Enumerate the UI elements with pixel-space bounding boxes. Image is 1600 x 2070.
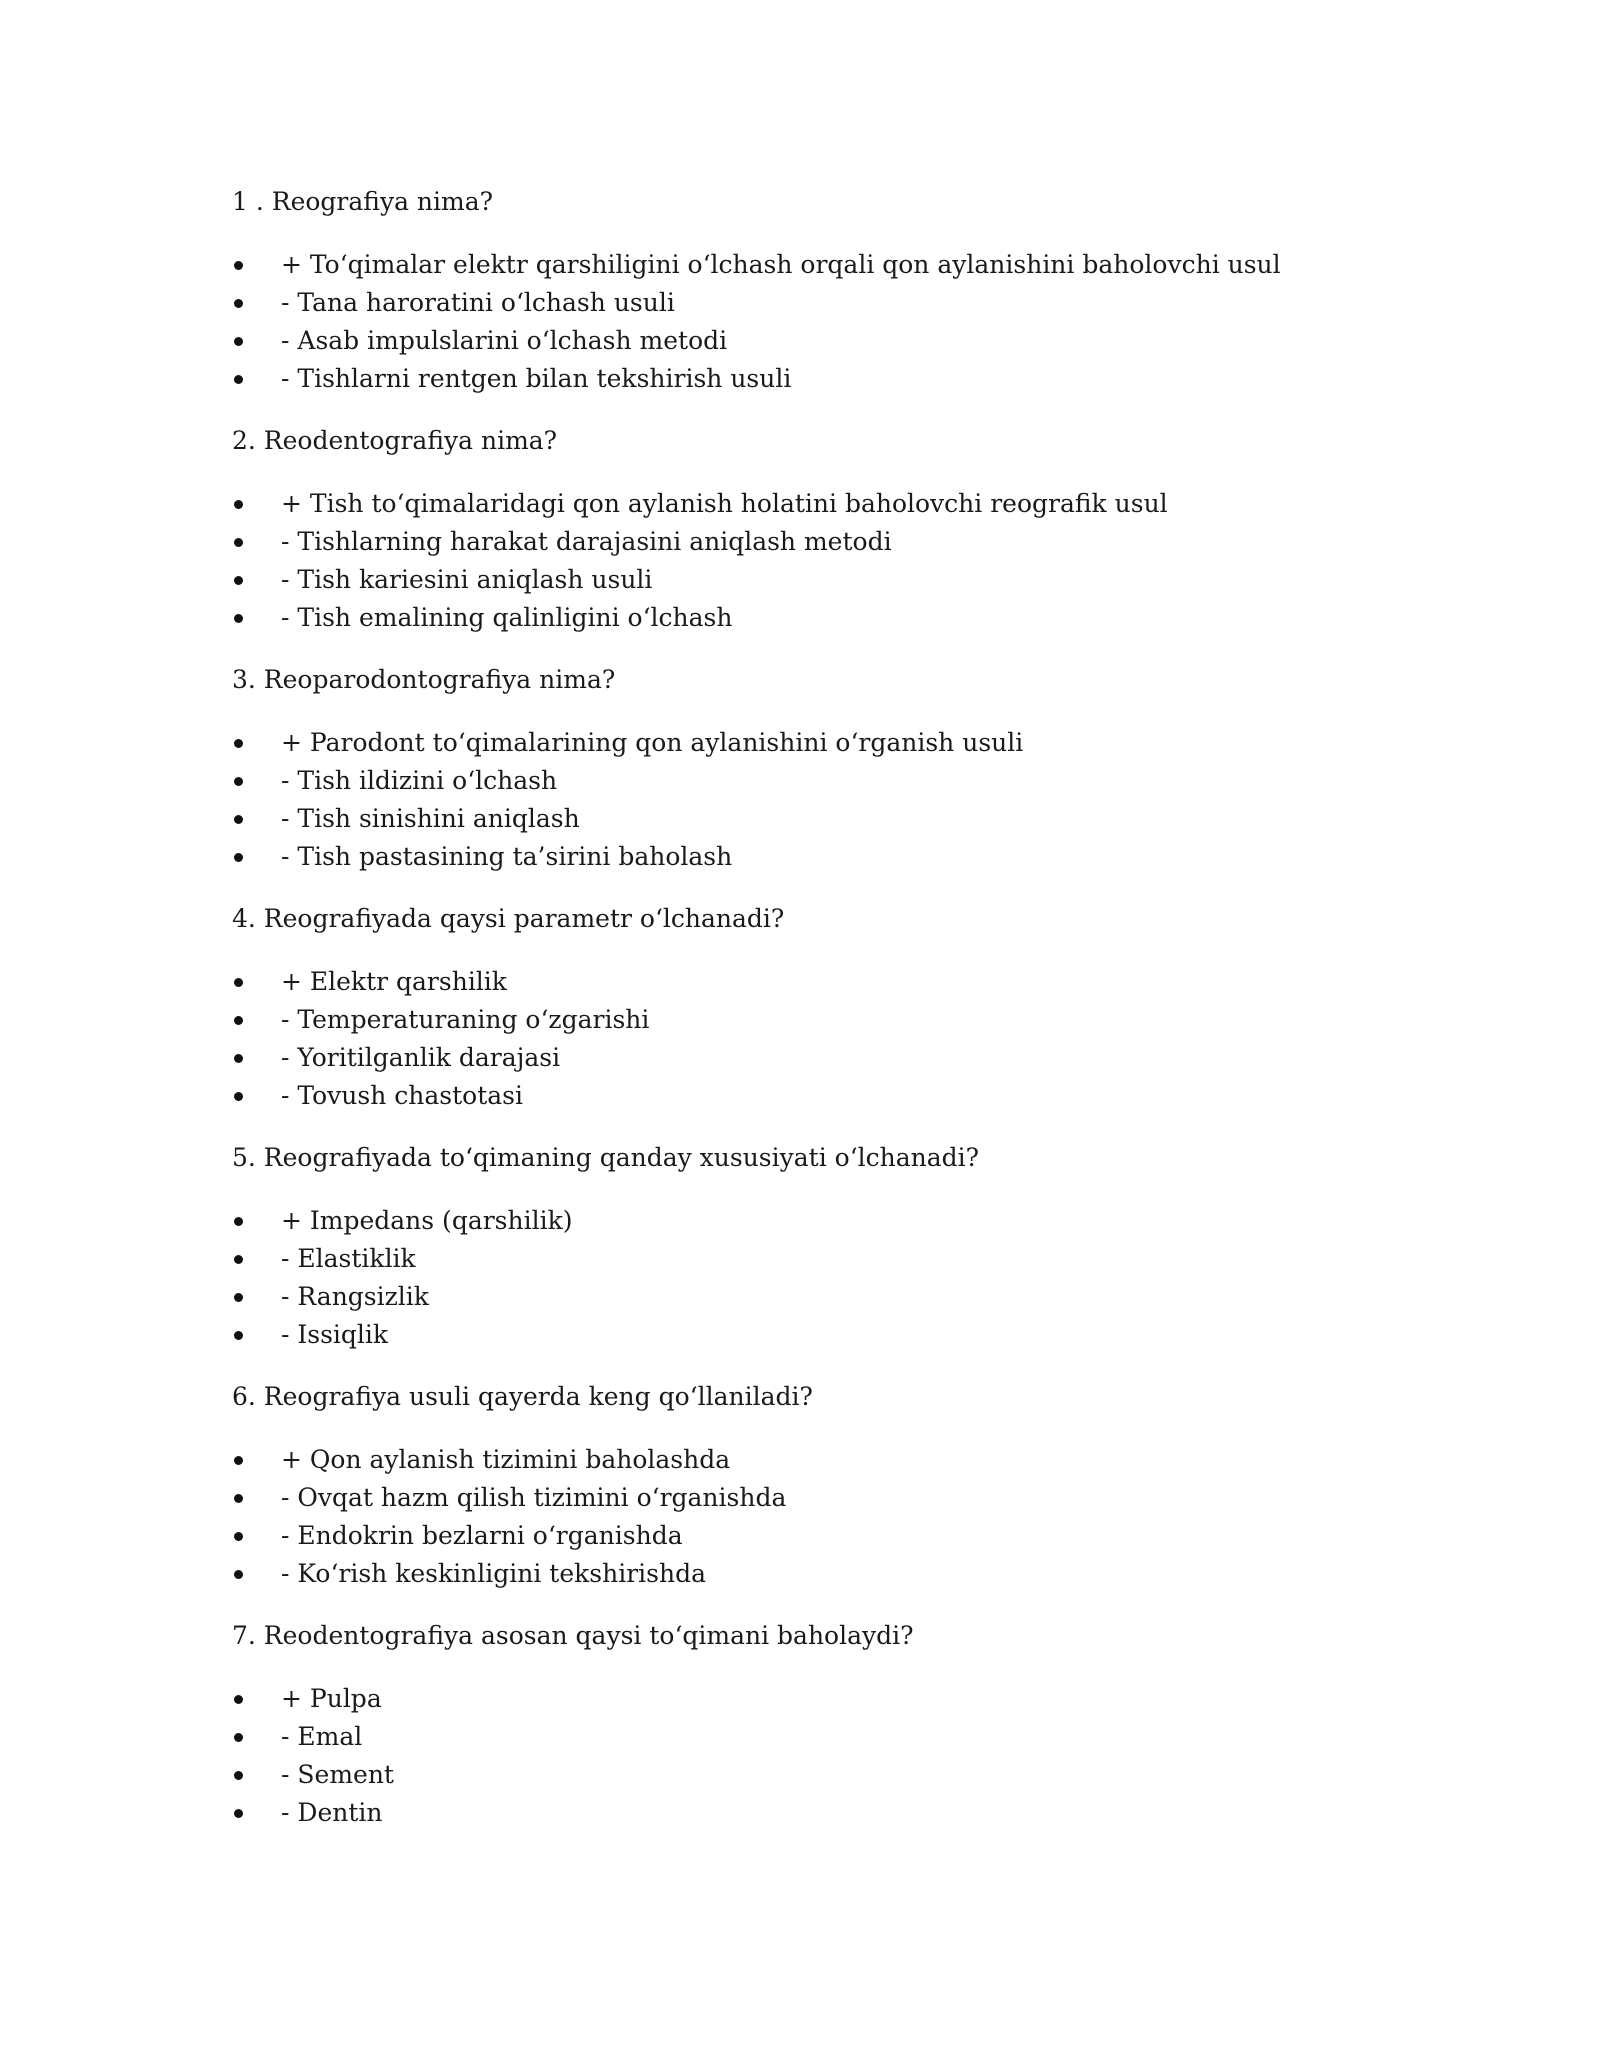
answer-option	[232, 561, 1432, 599]
bullet-icon	[234, 1570, 243, 1579]
bullet-icon	[234, 1532, 243, 1541]
answer-option-text: - Tish kariesini aniqlash usuli	[281, 565, 653, 594]
question-text: 6. Reografiya usuli qayerda keng qo‘llaniladi?	[232, 1382, 813, 1411]
bullet-icon	[234, 1771, 243, 1780]
answer-option-text: + To‘qimalar elektr qarshiligini o‘lchash orqali qon aylanishini baholovchi usul	[281, 250, 1281, 279]
answer-option-text: - Tish ildizini o‘lchash	[281, 766, 558, 795]
bullet-icon	[234, 299, 243, 308]
answer-option	[232, 322, 1432, 360]
question-3	[232, 661, 1432, 876]
answer-option-text: + Qon aylanish tizimini baholashda	[281, 1445, 731, 1474]
answer-option	[232, 800, 1432, 838]
question-text: 2. Reodentografiya nima?	[232, 426, 558, 455]
bullet-icon	[234, 1092, 243, 1101]
answer-options	[232, 485, 1432, 637]
answer-option-text: - Emal	[281, 1722, 363, 1751]
answer-option-text: - Temperaturaning o‘zgarishi	[281, 1005, 650, 1034]
answer-option-text: - Ko‘rish keskinligini tekshirishda	[281, 1559, 706, 1588]
question-text: 4. Reografiyada qaysi parametr o‘lchanadi?	[232, 904, 785, 933]
question-text: 5. Reografiyada to‘qimaning qanday xususiyati o‘lchanadi?	[232, 1143, 980, 1172]
question-7	[232, 1617, 1432, 1832]
question-text: 7. Reodentografiya asosan qaysi to‘qimani baholaydi?	[232, 1621, 914, 1650]
answer-option-text: + Tish to‘qimalaridagi qon aylanish holatini baholovchi reografik usul	[281, 489, 1168, 518]
bullet-icon	[234, 853, 243, 862]
question-text: 3. Reoparodontografiya nima?	[232, 665, 616, 694]
answer-option-text: - Yoritilganlik darajasi	[281, 1043, 561, 1072]
answer-option	[232, 762, 1432, 800]
bullet-icon	[234, 1809, 243, 1818]
answer-option	[232, 1517, 1432, 1555]
answer-options	[232, 1441, 1432, 1593]
answer-options	[232, 963, 1432, 1115]
answer-option-text: - Tana haroratini o‘lchash usuli	[281, 288, 675, 317]
answer-option	[232, 599, 1432, 637]
question-1	[232, 183, 1432, 398]
bullet-icon	[234, 1331, 243, 1340]
question-2	[232, 422, 1432, 637]
answer-option	[232, 360, 1432, 398]
answer-options	[232, 1202, 1432, 1354]
answer-option	[232, 1278, 1432, 1316]
answer-option	[232, 1039, 1432, 1077]
answer-option	[232, 963, 1432, 1001]
bullet-icon	[234, 261, 243, 270]
answer-option-text: - Sement	[281, 1760, 394, 1789]
answer-option-text: - Tishlarni rentgen bilan tekshirish usuli	[281, 364, 792, 393]
bullet-icon	[234, 1217, 243, 1226]
bullet-icon	[234, 815, 243, 824]
answer-option-text: - Tish emalining qalinligini o‘lchash	[281, 603, 733, 632]
bullet-icon	[234, 1016, 243, 1025]
answer-option-text: - Dentin	[281, 1798, 383, 1827]
bullet-icon	[234, 337, 243, 346]
bullet-icon	[234, 1054, 243, 1063]
bullet-icon	[234, 1255, 243, 1264]
answer-option-text: + Elektr qarshilik	[281, 967, 507, 996]
answer-option-text: - Rangsizlik	[281, 1282, 429, 1311]
bullet-icon	[234, 1695, 243, 1704]
answer-option	[232, 1077, 1432, 1115]
question-4	[232, 900, 1432, 1115]
bullet-icon	[234, 978, 243, 987]
answer-option-text: - Asab impulslarini o‘lchash metodi	[281, 326, 728, 355]
answer-option	[232, 1202, 1432, 1240]
answer-option-text: - Elastiklik	[281, 1244, 416, 1273]
answer-option-text: + Pulpa	[281, 1684, 382, 1713]
bullet-icon	[234, 739, 243, 748]
answer-option	[232, 523, 1432, 561]
answer-option-text: - Issiqlik	[281, 1320, 389, 1349]
answer-option	[232, 1001, 1432, 1039]
answer-option	[232, 246, 1432, 284]
answer-option	[232, 1316, 1432, 1354]
bullet-icon	[234, 500, 243, 509]
answer-option	[232, 1680, 1432, 1718]
answer-option-text: - Tish pastasining ta’sirini baholash	[281, 842, 733, 871]
bullet-icon	[234, 538, 243, 547]
question-5	[232, 1139, 1432, 1354]
answer-option-text: - Tovush chastotasi	[281, 1081, 523, 1110]
bullet-icon	[234, 614, 243, 623]
bullet-icon	[234, 1494, 243, 1503]
bullet-icon	[234, 375, 243, 384]
answer-option-text: - Endokrin bezlarni o‘rganishda	[281, 1521, 683, 1550]
bullet-icon	[234, 1733, 243, 1742]
answer-option	[232, 1479, 1432, 1517]
answer-option-text: + Parodont to‘qimalarining qon aylanishini o‘rganish usuli	[281, 728, 1024, 757]
answer-option	[232, 1718, 1432, 1756]
answer-option	[232, 284, 1432, 322]
answer-option-text: - Ovqat hazm qilish tizimini o‘rganishda	[281, 1483, 787, 1512]
bullet-icon	[234, 576, 243, 585]
answer-option	[232, 1756, 1432, 1794]
answer-options	[232, 1680, 1432, 1832]
answer-option-text: + Impedans (qarshilik)	[281, 1206, 573, 1235]
answer-option	[232, 1555, 1432, 1593]
answer-option	[232, 838, 1432, 876]
answer-option-text: - Tish sinishini aniqlash	[281, 804, 580, 833]
question-6	[232, 1378, 1432, 1593]
answer-options	[232, 246, 1432, 398]
bullet-icon	[234, 1293, 243, 1302]
bullet-icon	[234, 1456, 243, 1465]
answer-options	[232, 724, 1432, 876]
answer-option	[232, 1441, 1432, 1479]
answer-option	[232, 485, 1432, 523]
bullet-icon	[234, 777, 243, 786]
answer-option	[232, 724, 1432, 762]
answer-option	[232, 1794, 1432, 1832]
answer-option	[232, 1240, 1432, 1278]
question-text: 1 . Reografiya nima?	[232, 187, 494, 216]
answer-option-text: - Tishlarning harakat darajasini aniqlash metodi	[281, 527, 892, 556]
